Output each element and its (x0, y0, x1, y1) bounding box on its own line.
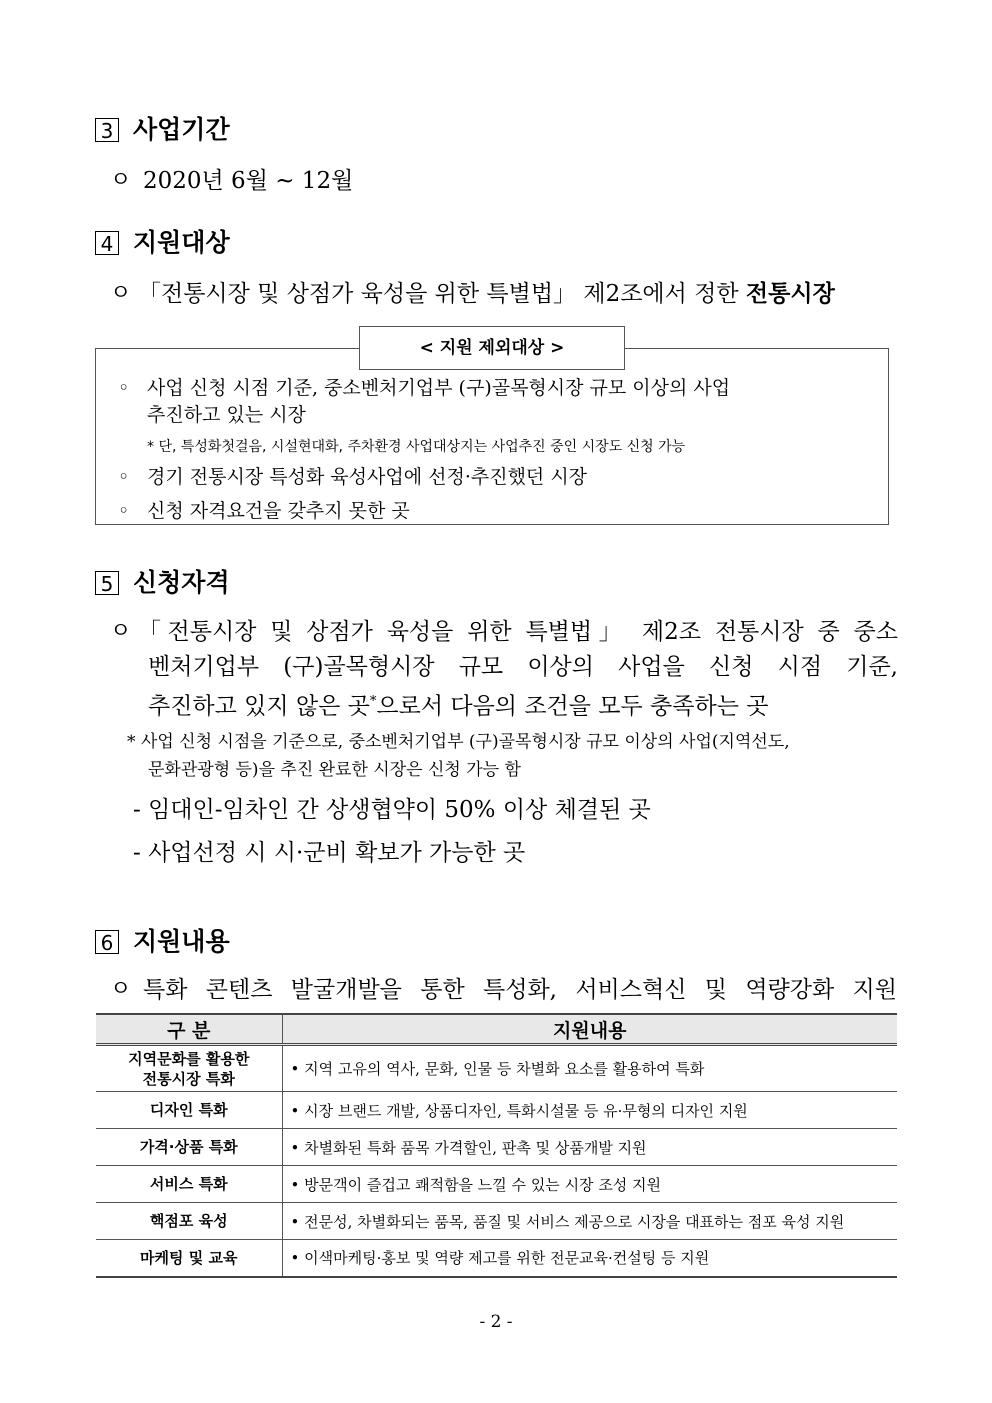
eligibility-note-2: 문화관광형 등)을 추진 완료한 시장은 신청 가능 함 (148, 760, 521, 780)
bullet-mark: ㅇ (110, 168, 132, 193)
eligibility-line-2: 벤처기업부 (구)골목형시장 규모 이상의 사업을 신청 시점 기준, (148, 654, 898, 680)
section-title-target: 지원대상 (133, 228, 230, 257)
exclusion-item-2: 경기 전통시장 특성화 육성사업에 선정·추진했던 시장 (147, 466, 588, 488)
eligibility-note-1: * 사업 신청 시점을 기준으로, 중소벤처기업부 (구)골목형시장 규모 이상의 사업(지역선도, (127, 732, 790, 752)
condition-2: - 사업선정 시 시·군비 확보가 가능한 곳 (133, 840, 526, 866)
section-number: 4 (95, 231, 119, 255)
eligibility-line-3 (148, 687, 768, 722)
exclusion-item-1b: 추진하고 있는 시장 (147, 404, 306, 426)
row-category (96, 1045, 282, 1092)
bullet-mark: ㅇ (110, 977, 132, 1002)
table-header-content: 지원내용 (282, 1014, 897, 1045)
row-content: • 방문객이 즐겁고 쾌적함을 느낄 수 있는 시장 조성 지원 (282, 1166, 897, 1203)
section-number: 5 (95, 571, 119, 595)
exclusion-item-3: 신청 자격요건을 갖추지 못한 곳 (147, 500, 410, 522)
section-title-period: 사업기간 (133, 115, 230, 144)
support-line: 특화 콘텐츠 발굴개발을 통한 특성화, 서비스혁신 및 역량강화 지원 (143, 977, 897, 1003)
box-bullet: ◦ (118, 377, 130, 399)
row-category: 가격·상품 특화 (96, 1129, 282, 1166)
row-category: 서비스 특화 (96, 1166, 282, 1203)
section-title-support: 지원내용 (133, 927, 230, 956)
eligibility-line-1: 「전통시장 및 상점가 육성을 위한 특별법」 제2조 전통시장 중 중소 (138, 619, 898, 645)
table-row (96, 1240, 897, 1277)
table-row (96, 1166, 897, 1203)
row-content: • 전문성, 차별화되는 품목, 품질 및 서비스 제공으로 시장을 대표하는 점포 육성 지원 (282, 1203, 897, 1240)
exclusion-item-1-note: * 단, 특성화첫걸음, 시설현대화, 주차환경 사업대상지는 사업추진 중인 시장도 신청 가능 (147, 439, 686, 455)
box-bullet: ◦ (118, 466, 130, 488)
bullet-mark: ㅇ (110, 281, 132, 306)
period-text: 2020년 6월 ~ 12월 (143, 168, 354, 194)
page-number: - 2 - (479, 1312, 513, 1332)
target-line-bold: 전통시장 (745, 281, 835, 307)
eligibility-line-3a: 추진하고 있지 않은 곳 (148, 693, 370, 720)
table-row (96, 1203, 897, 1240)
exclusion-item-1a: 사업 신청 시점 기준, 중소벤처기업부 (구)골목형시장 규모 이상의 사업 (147, 377, 731, 399)
row-category-line: 전통시장 특화 (142, 1069, 235, 1088)
section-title-eligibility: 신청자격 (133, 568, 230, 597)
row-content: • 이색마케팅·홍보 및 역량 제고를 위한 전문교육·컨설팅 등 지원 (282, 1240, 897, 1277)
row-category-line: 지역문화를 활용한 (128, 1049, 250, 1068)
section-number: 3 (95, 118, 119, 142)
box-bullet: ◦ (118, 500, 130, 522)
section-number: 6 (95, 930, 119, 954)
footnote-mark: * (369, 694, 377, 709)
table-header-category: 구 분 (96, 1014, 282, 1045)
row-category: 디자인 특화 (96, 1092, 282, 1129)
row-category: 핵점포 육성 (96, 1203, 282, 1240)
table-row (96, 1092, 897, 1129)
row-content: • 차별화된 특화 품목 가격할인, 판촉 및 상품개발 지원 (282, 1129, 897, 1166)
bullet-mark: ㅇ (110, 619, 132, 644)
condition-1: - 임대인-임차인 간 상생협약이 50% 이상 체결된 곳 (133, 797, 651, 823)
row-content: • 지역 고유의 역사, 문화, 인물 등 차별화 요소를 활용하여 특화 (282, 1045, 897, 1092)
table-row (96, 1129, 897, 1166)
exclusion-box-title: < 지원 제외대상 > (359, 326, 625, 370)
eligibility-line-3b: 으로서 다음의 조건을 모두 충족하는 곳 (376, 693, 769, 720)
row-content: • 시장 브랜드 개발, 상품디자인, 특화시설물 등 유·무형의 디자인 지원 (282, 1092, 897, 1129)
target-line-text: 「전통시장 및 상점가 육성을 위한 특별법」 제2조에서 정한 (138, 281, 746, 307)
support-table (96, 1013, 897, 1278)
table-row (96, 1045, 897, 1092)
target-line (138, 279, 835, 309)
row-category: 마케팅 및 교육 (96, 1240, 282, 1277)
